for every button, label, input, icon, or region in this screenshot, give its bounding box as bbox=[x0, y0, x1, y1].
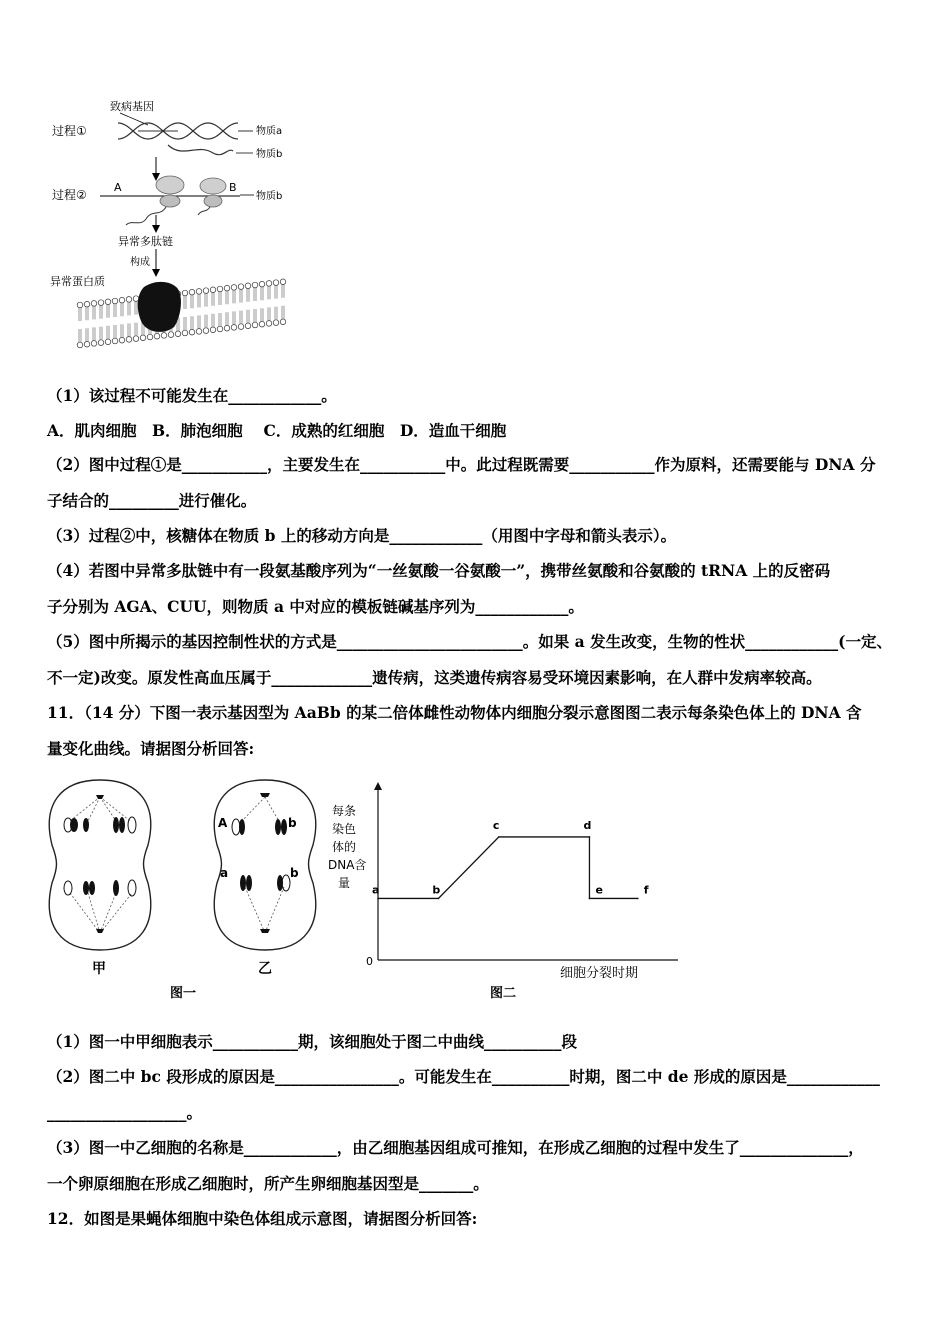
y-axis-arrow bbox=[374, 782, 382, 790]
cell-jia-chromosomes bbox=[64, 795, 136, 933]
q11-intro-2: 量变化曲线。请据图分析回答: bbox=[47, 739, 255, 758]
figure-one-caption: 图一 bbox=[170, 986, 197, 1001]
y-axis-label-line-5: 量 bbox=[338, 876, 351, 890]
label-substance-b-1: 物质b bbox=[256, 149, 283, 160]
cell-yi-label: 乙 bbox=[258, 961, 272, 977]
q11-part-2: （2）图二中 bc 段形成的原因是________________。可能发生在__________时期，图二中 de 形成的原因是____________ bbox=[47, 1067, 880, 1086]
q10-line-2: （2）图中过程①是___________，主要发生在___________中。此过程既需要___________作为原料，还需要能与 DNA 分 bbox=[47, 455, 876, 474]
q10-line-3: 子结合的_________进行催化。 bbox=[47, 491, 257, 510]
q11-part-3-cont: 一个卵原细胞在形成乙细胞时，所产生卵细胞基因型是_______。 bbox=[47, 1174, 489, 1193]
label-process-1: 过程① bbox=[52, 124, 87, 138]
q10-line-7: （5）图中所揭示的基因控制性状的方式是________________________。如果 a 发生改变，生物的性状____________(一定、 bbox=[47, 632, 892, 651]
y-axis-label-line-2: 染色 bbox=[332, 822, 357, 836]
gene-b-top-label: b bbox=[288, 816, 297, 830]
figure-two-caption: 图二 bbox=[490, 986, 517, 1001]
ribosome-1 bbox=[156, 176, 184, 207]
label-substance-b-2: 物质b bbox=[256, 191, 283, 202]
chart-point-b bbox=[438, 898, 440, 900]
chart-point-d bbox=[589, 836, 591, 838]
chart-point-label-a: a bbox=[372, 883, 380, 897]
cell-yi-spindle bbox=[240, 797, 284, 933]
gene-expression-figure bbox=[48, 95, 318, 365]
q10-options: A．肌肉细胞 B．肺泡细胞 C．成熟的红细胞 D．造血干细胞 bbox=[47, 421, 507, 440]
q10-line-1: （1）该过程不可能发生在____________。 bbox=[47, 386, 337, 405]
label-process-2: 过程② bbox=[52, 188, 87, 202]
gene-a-label: a bbox=[220, 866, 229, 880]
gene-b-bottom-label: b bbox=[290, 866, 299, 880]
ribosome-2 bbox=[200, 178, 226, 207]
q10-line-6: 子分别为 AGA、CUU，则物质 a 中对应的模板链碱基序列为____________。 bbox=[47, 597, 584, 616]
q10-line-8: 不一定)改变。原发性高血压属于_____________遗传病，这类遗传病容易受环境因素影响，在人群中发病率较高。 bbox=[47, 668, 822, 687]
label-constitute: 构成 bbox=[130, 257, 150, 268]
label-abnormal-polypeptide: 异常多肽链 bbox=[118, 235, 173, 248]
cell-yi-outline bbox=[214, 780, 315, 950]
label-pathogenic-gene: 致病基因 bbox=[110, 100, 154, 113]
x-axis-label: 细胞分裂时期 bbox=[560, 966, 639, 981]
chart-point-f bbox=[637, 898, 639, 900]
gene-A-label: A bbox=[218, 816, 228, 830]
axis-origin-label: 0 bbox=[366, 955, 373, 968]
chart-point-label-e: e bbox=[595, 883, 603, 897]
chart-point-label-d: d bbox=[583, 818, 592, 832]
cell-jia-outline bbox=[49, 780, 150, 950]
chart-point-label-f: f bbox=[643, 883, 649, 897]
chart-point-e bbox=[589, 898, 591, 900]
q11-part-3: （3）图一中乙细胞的名称是____________，由乙细胞基因组成可推知，在形成乙细胞的过程中发生了______________， bbox=[47, 1138, 864, 1157]
label-substance-a: 物质a bbox=[256, 126, 283, 137]
chart-point-label-b: b bbox=[432, 883, 441, 897]
abnormal-protein-blob bbox=[138, 282, 181, 332]
cell-membrane bbox=[77, 279, 286, 348]
q10-line-4: （3）过程②中，核糖体在物质 b 上的移动方向是____________（用图中字母和箭头表示）。 bbox=[47, 526, 677, 545]
cell-yi-chromosomes bbox=[232, 793, 290, 933]
q11-part-2-cont: __________________。 bbox=[47, 1103, 203, 1122]
dna-content-chart bbox=[328, 782, 678, 981]
label-end-B: B bbox=[229, 181, 237, 194]
cell-jia-label: 甲 bbox=[92, 961, 106, 977]
y-axis-label-line-3: 体的 bbox=[332, 840, 357, 854]
q11-intro-1: 11．（14 分）下图一表示基因型为 AaBb 的某二倍体雌性动物体内细胞分裂示意图图二表示每条染色体上的 DNA 含 bbox=[47, 703, 862, 722]
chart-point-label-c: c bbox=[492, 818, 500, 832]
chart-point-a bbox=[377, 898, 379, 900]
label-abnormal-protein: 异常蛋白质 bbox=[50, 275, 105, 288]
q11-part-1: （1）图一中甲细胞表示___________期，该细胞处于图二中曲线__________段 bbox=[47, 1032, 578, 1051]
q10-line-5: （4）若图中异常多肽链中有一段氨基酸序列为“一丝氨酸一谷氨酸一”，携带丝氨酸和谷氨酸的 tRNA 上的反密码 bbox=[47, 561, 831, 580]
chart-point-c bbox=[498, 836, 500, 838]
label-end-A: A bbox=[114, 181, 122, 194]
y-axis-label-line-1: 每条 bbox=[332, 804, 357, 818]
cell-division-figure bbox=[40, 775, 680, 1005]
q12-intro: 12．如图是果蝇体细胞中染色体组成示意图，请据图分析回答: bbox=[47, 1209, 478, 1228]
y-axis-label-line-4: DNA含 bbox=[328, 858, 367, 872]
